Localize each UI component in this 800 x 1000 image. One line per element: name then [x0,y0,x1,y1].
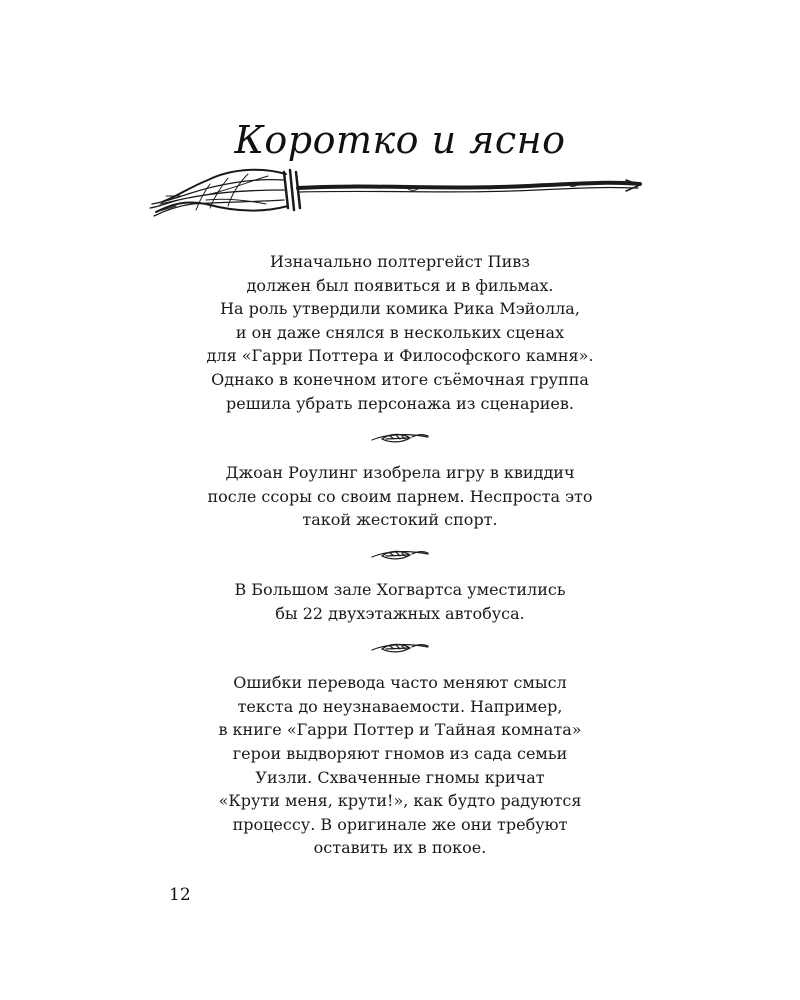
leaf-ornament-icon [368,548,432,562]
fact-line: и он даже снялся в нескольких сценах [235,322,565,342]
fact-line: в книге «Гарри Поттер и Тайная комната» [218,720,582,740]
separator [150,415,650,461]
fact-line: На роль утвердили комика Рика Мэйолла, [220,299,580,319]
leaf-ornament-icon [368,641,432,655]
fact-line: В Большом зале Хогвартса уместились [234,579,566,599]
fact-line: Уизли. Схваченные гномы кричат [255,767,545,787]
fact-line: Джоан Роулинг изобрела игру в квиддич [225,463,575,483]
fact-line: должен был появиться и в фильмах. [246,275,554,295]
fact-line: герои выдворяют гномов из сада семьи [232,743,568,763]
facts-list [150,250,650,860]
broom-illustration [148,160,648,240]
fact-line: текста до неузнаваемости. Например, [237,696,563,716]
fact-line: Однако в конечном итоге съёмочная группа [211,369,589,389]
page-number: 12 [169,885,191,905]
fact-line: бы 22 двухэтажных автобуса. [275,603,525,623]
fact-text [150,578,650,625]
fact-line: Изначально полтергейст Пивз [269,252,531,271]
fact-text [150,461,650,532]
fact-item [150,578,650,625]
separator [150,532,650,578]
fact-item [150,250,650,415]
fact-item [150,461,650,532]
fact-line: такой жестокий спорт. [302,510,498,530]
fact-line: для «Гарри Поттера и Философского камня». [206,346,594,366]
fact-line: оставить их в покое. [313,838,487,858]
fact-line: после ссоры со своим парнем. Неспроста это [207,486,593,506]
separator [150,625,650,671]
fact-line: процессу. В оригинале же они требуют [232,814,568,834]
page-title: Коротко и ясно [234,118,566,162]
fact-line: Ошибки перевода часто меняют смысл [233,673,567,693]
leaf-ornament-icon [368,431,432,445]
fact-line: «Крути меня, крути!», как будто радуются [218,791,582,811]
fact-text [150,250,650,415]
fact-text [150,671,650,860]
fact-item [150,671,650,860]
fact-line: решила убрать персонажа из сценариев. [226,393,574,413]
